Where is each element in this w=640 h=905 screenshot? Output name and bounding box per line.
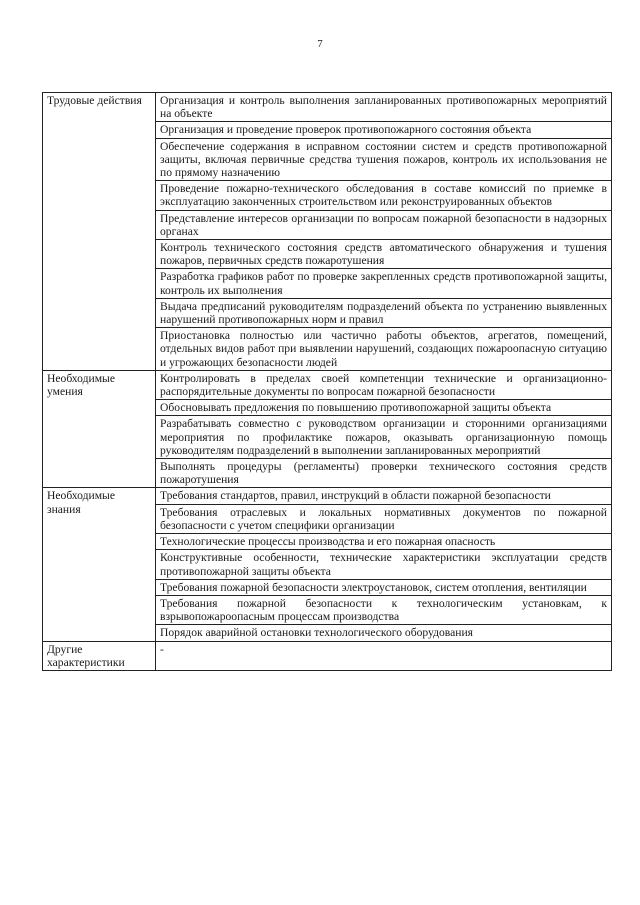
table-cell: Порядок аварийной остановки технологического оборудования <box>156 625 612 641</box>
table-cell: Обеспечение содержания в исправном состоянии систем и средств противопожарной защиты, включая первичные средства тушения пожаров, контроль их использования не по прямому назначению <box>156 138 612 181</box>
table-cell: Проведение пожарно-технического обследования в составе комиссий по приемке в эксплуатацию законченных строительством или реконструированных объектов <box>156 181 612 210</box>
table-cell: Выполнять процедуры (регламенты) проверки технического состояния средств пожаротушения <box>156 459 612 488</box>
table-cell: Представление интересов организации по вопросам пожарной безопасности в надзорных органах <box>156 210 612 239</box>
table-cell: Приостановка полностью или частично работы объектов, агрегатов, помещений, отдельных видов работ при выявлении нарушений, создающих пожароопасную ситуацию и угрожающих безопасности людей <box>156 328 612 371</box>
competency-table <box>42 92 612 671</box>
table-row <box>43 488 612 504</box>
table-cell: Требования отраслевых и локальных нормативных документов по пожарной безопасности с учетом специфики организации <box>156 504 612 533</box>
table-cell: Конструктивные особенности, технические характеристики эксплуатации средств противопожарной защиты объекта <box>156 550 612 579</box>
table-cell: Обосновывать предложения по повышению противопожарной защиты объекта <box>156 400 612 416</box>
table-row <box>43 370 612 399</box>
table-row <box>43 93 612 122</box>
table-cell: Разработка графиков работ по проверке закрепленных средств противопожарной защиты, контроль их выполнения <box>156 269 612 298</box>
table-cell: Организация и контроль выполнения запланированных противопожарных мероприятий на объекте <box>156 93 612 122</box>
section-label-required-knowledge: Необходимые знания <box>43 488 156 641</box>
table-cell: Требования пожарной безопасности к технологическим установкам, к взрывопожароопасным процессам производства <box>156 595 612 624</box>
table-cell: Выдача предписаний руководителям подразделений объекта по устранению выявленных нарушений противопожарных норм и правил <box>156 298 612 327</box>
table-row <box>43 641 612 670</box>
table-cell: Контроль технического состояния средств автоматического обнаружения и тушения пожаров, первичных средств пожаротушения <box>156 240 612 269</box>
page-number: 7 <box>317 38 323 50</box>
table-cell: Разрабатывать совместно с руководством организации и сторонними организациями мероприятия по профилактике пожаров, оказывать организационную помощь руководителям подразделений в выполнении запланированных мероприятий <box>156 416 612 459</box>
table-cell: Технологические процессы производства и его пожарная опасность <box>156 534 612 550</box>
table-cell: Организация и проведение проверок противопожарного состояния объекта <box>156 122 612 138</box>
table-cell: Требования пожарной безопасности электроустановок, систем отопления, вентиляции <box>156 579 612 595</box>
section-label-labor-actions: Трудовые действия <box>43 93 156 371</box>
table-cell: Контролировать в пределах своей компетенции технические и организационно-распорядительные документы по вопросам пожарной безопасности <box>156 370 612 399</box>
table-cell: Требования стандартов, правил, инструкций в области пожарной безопасности <box>156 488 612 504</box>
table-cell: - <box>156 641 612 670</box>
section-label-other-characteristics: Другие характеристики <box>43 641 156 670</box>
section-label-required-skills: Необходимые умения <box>43 370 156 488</box>
